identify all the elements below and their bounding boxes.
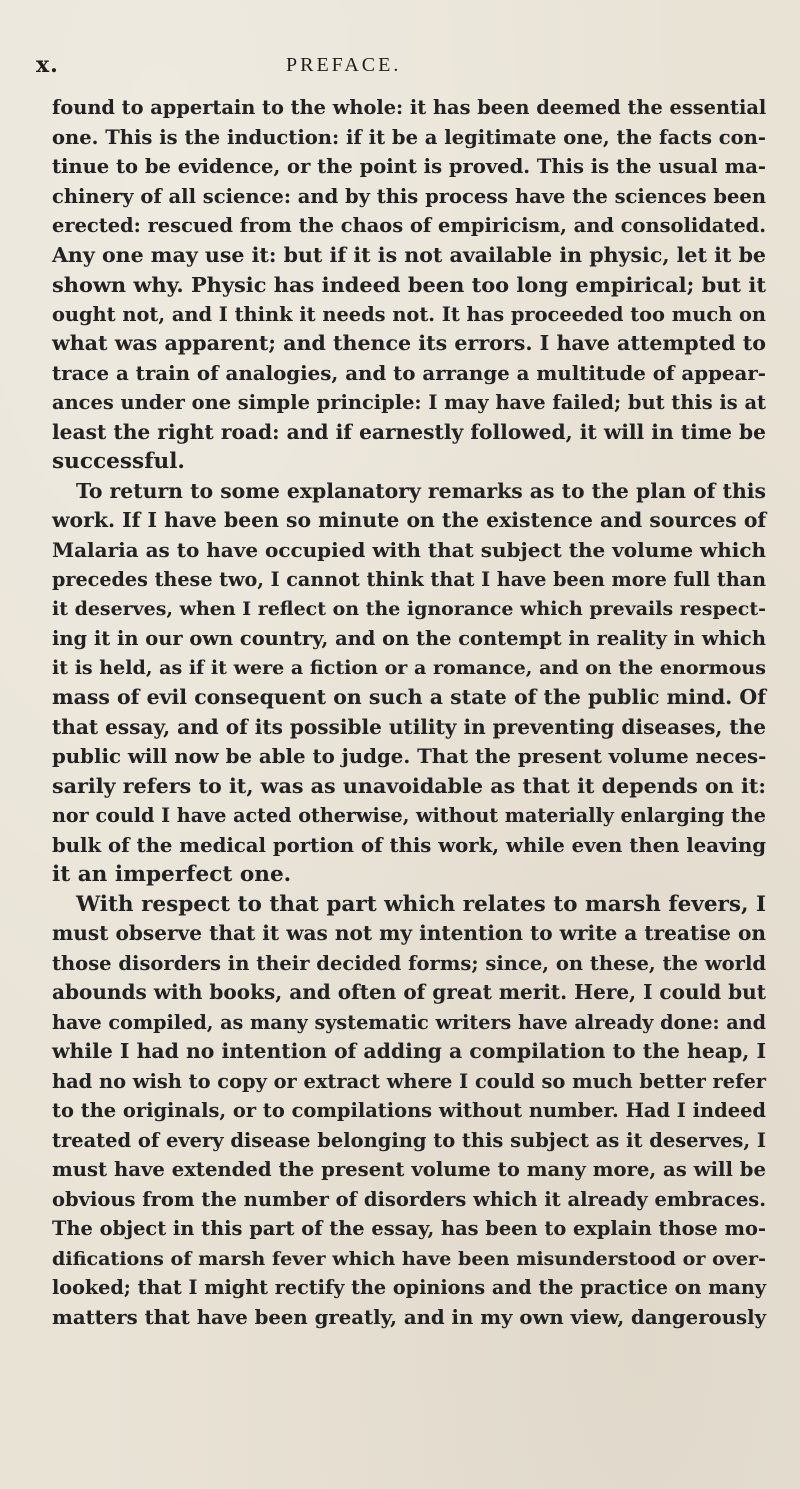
text-line: successful. bbox=[52, 449, 185, 474]
text-line: it is held, as if it were a fiction or a romance, and on the enormous bbox=[52, 656, 766, 679]
text-line: mass of evil consequent on such a state of the public mind. Of bbox=[52, 685, 766, 709]
text-line: abounds with books, and often of great merit. Here, I could but bbox=[52, 980, 766, 1004]
text-line: what was apparent; and thence its errors. I have attempted to bbox=[52, 331, 766, 355]
running-head-title: PREFACE. bbox=[286, 54, 402, 76]
text-line: must observe that it was not my intention to write a treatise on bbox=[52, 921, 766, 945]
text-line: while I had no intention of adding a compilation to the heap, I bbox=[52, 1039, 766, 1063]
text-line: have compiled, as many systematic writers have already done: and bbox=[52, 1010, 766, 1034]
text-line: To return to some explanatory remarks as to the plan of this bbox=[76, 478, 766, 503]
text-line: to the originals, or to compilations without number. Had I indeed bbox=[52, 1099, 766, 1122]
text-line: Malaria as to have occupied with that subject the volume which bbox=[52, 537, 766, 562]
text-line: shown why. Physic has indeed been too long empirical; but it bbox=[52, 272, 766, 297]
text-line: chinery of all science: and by this process have the sciences been bbox=[52, 184, 766, 208]
text-line: tinue to be evidence, or the point is proved. This is the usual ma- bbox=[52, 155, 766, 178]
text-line: one. This is the induction: if it be a legitimate one, the facts con- bbox=[52, 125, 766, 149]
text-line: matters that have been greatly, and in my own view, dangerously bbox=[52, 1305, 767, 1329]
text-line: looked; that I might rectify the opinions and the practice on many bbox=[52, 1276, 766, 1299]
text-line: erected: rescued from the chaos of empiricism, and consolidated. bbox=[52, 214, 766, 237]
text-line: With respect to that part which relates to marsh fevers, I bbox=[76, 891, 767, 917]
text-line: least the right road: and if earnestly followed, it will in time be bbox=[52, 419, 766, 444]
text-line: trace a train of analogies, and to arrange a multitude of appear- bbox=[52, 360, 766, 385]
text-line: ought not, and I think it needs not. It has proceeded too much on bbox=[52, 302, 766, 326]
text-line: ances under one simple principle: I may have failed; but this is at bbox=[52, 391, 767, 414]
text-line: ing it in our own country, and on the contempt in reality in which bbox=[52, 627, 766, 650]
text-line: those disorders in their decided forms; since, on these, the world bbox=[52, 951, 766, 975]
text-line: The object in this part of the essay, has been to explain those mo- bbox=[52, 1217, 766, 1240]
text-line: precedes these two, I cannot think that I have been more full than bbox=[52, 568, 766, 591]
text-line: obvious from the number of disorders which it already embraces. bbox=[52, 1187, 767, 1211]
text-line: it deserves, when I reflect on the ignorance which prevails respect- bbox=[52, 597, 766, 620]
text-line: it an imperfect one. bbox=[52, 862, 292, 887]
text-line: difications of marsh fever which have been misunderstood or over- bbox=[52, 1246, 766, 1270]
text-line: treated of every disease belonging to this subject as it deserves, I bbox=[52, 1128, 766, 1152]
running-head bbox=[36, 52, 740, 82]
text-line: Any one may use it: but if it is not available in physic, let it be bbox=[52, 242, 766, 267]
text-line: nor could I have acted otherwise, without materially enlarging the bbox=[52, 804, 766, 827]
text-line: bulk of the medical portion of this work, while even then leaving bbox=[52, 833, 766, 857]
text-body bbox=[52, 93, 766, 1332]
text-line: that essay, and of its possible utility in preventing diseases, the bbox=[52, 714, 766, 739]
text-line: sarily refers to it, was as unavoidable as that it depends on it: bbox=[52, 773, 766, 798]
text-line: found to appertain to the whole: it has been deemed the essential bbox=[52, 96, 767, 119]
text-line: public will now be able to judge. That the present volume neces- bbox=[52, 744, 767, 768]
text-line: work. If I have been so minute on the existence and sources of bbox=[52, 508, 767, 532]
page-number: x. bbox=[36, 52, 59, 78]
text-line: must have extended the present volume to many more, as will be bbox=[52, 1158, 766, 1181]
text-line: had no wish to copy or extract where I could so much better refer bbox=[52, 1069, 766, 1093]
